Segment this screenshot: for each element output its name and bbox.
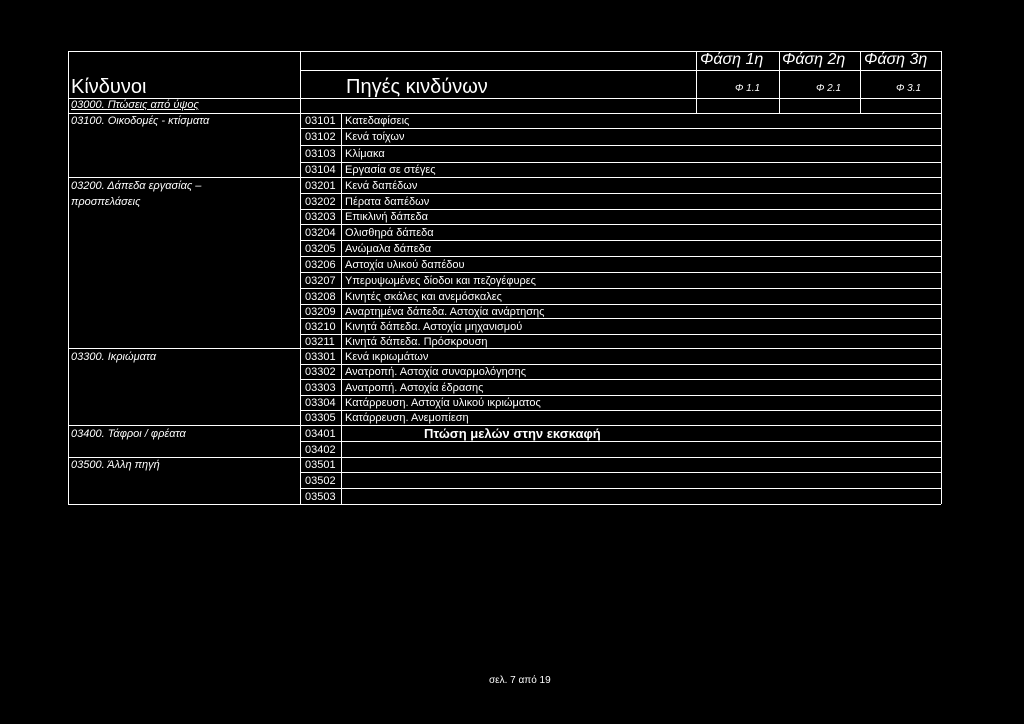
phase-3-sub: Φ 3.1 [896,83,922,94]
row-code: 03201 [305,180,336,192]
grid-line [300,410,941,411]
grid-line [300,145,941,146]
grid-line [300,472,941,473]
row-source: Υπερυψωμένες δίοδοι και πεζογέφυρες [345,275,536,287]
grid-line [300,240,941,241]
row-code: 03102 [305,131,336,143]
grid-line [300,488,941,489]
grid-line [300,334,941,335]
group-label: 03200. Δάπεδα εργασίας – [71,180,202,192]
row-source: Κατάρρευση. Αστοχία υλικού ικριώματος [345,397,541,409]
row-code: 03202 [305,196,336,208]
group-label: 03500. Άλλη πηγή [71,459,160,471]
row-code: 03203 [305,211,336,223]
row-source: Κατάρρευση. Ανεμοπίεση [345,412,469,424]
group-label: 03400. Τάφροι / φρέατα [71,428,186,440]
row-code: 03301 [305,351,336,363]
grid-line [300,256,941,257]
row-code: 03204 [305,227,336,239]
grid-line [300,224,941,225]
row-code: 03209 [305,306,336,318]
row-code: 03101 [305,115,336,127]
group-label: προσπελάσεις [71,196,141,208]
grid-line [300,51,301,504]
phase-2-title: Φάση 2η [782,51,846,68]
row-source: Κενά ικριωμάτων [345,351,429,363]
row-source: Κλίμακα [345,148,385,160]
sources-header: Πηγές κινδύνων [346,76,488,98]
grid-line [341,113,342,504]
phase-2-sub: Φ 2.1 [816,83,842,94]
grid-line [68,348,941,349]
row-code: 03401 [305,428,336,440]
row-code: 03208 [305,291,336,303]
grid-line [300,193,941,194]
row-code: 03503 [305,491,336,503]
row-source: Αστοχία υλικού δαπέδου [345,259,465,271]
grid-line [941,51,942,504]
row-source: Ολισθηρά δάπεδα [345,227,434,239]
row-code: 03304 [305,397,336,409]
category-label: 03000. Πτώσεις από ύψος [71,99,199,111]
row-code: 03502 [305,475,336,487]
row-source: Ανώμαλα δάπεδα [345,243,432,255]
risks-header: Κίνδυνοι [71,76,147,98]
grid-line [300,379,941,380]
row-code: 03211 [305,336,335,348]
row-source: Ανατροπή. Αστοχία συναρμολόγησης [345,366,526,378]
grid-line [300,209,941,210]
grid-line [300,128,941,129]
row-source: Εργασία σε στέγες [345,164,436,176]
grid-line [68,51,69,504]
grid-line [68,504,941,505]
grid-line [300,395,941,396]
note-03401: Πτώση μελών στην εκσκαφή [424,426,601,441]
row-source: Κενά τοίχων [345,131,405,143]
group-label: 03100. Οικοδομές - κτίσματα [71,115,210,127]
grid-line [68,457,941,458]
row-code: 03402 [305,444,336,456]
grid-line [860,51,861,113]
row-code: 03103 [305,148,336,160]
group-label: 03300. Ικριώματα [71,351,157,363]
row-code: 03501 [305,459,336,471]
row-code: 03210 [305,321,336,333]
grid-line [68,113,941,114]
grid-line [300,272,941,273]
row-source: Κινητές σκάλες και ανεμόσκαλες [345,291,502,303]
row-source: Πέρατα δαπέδων [345,196,430,208]
row-source: Κινητά δάπεδα. Πρόσκρουση [345,336,488,348]
grid-line [300,441,941,442]
phase-1-title: Φάση 1η [700,51,764,68]
row-code: 03302 [305,366,336,378]
row-code: 03206 [305,259,336,271]
grid-line [300,304,941,305]
grid-line [300,288,941,289]
grid-line [300,364,941,365]
row-source: Επικλινή δάπεδα [345,211,428,223]
phase-3-title: Φάση 3η [864,51,928,68]
grid-line [696,51,697,113]
grid-line [779,51,780,113]
grid-line [68,177,941,178]
page-number: σελ. 7 από 19 [489,675,551,686]
phase-1-sub: Φ 1.1 [735,83,761,94]
row-code: 03303 [305,382,336,394]
grid-line [300,70,941,71]
row-source: Ανατροπή. Αστοχία έδρασης [345,382,484,394]
row-source: Κατεδαφίσεις [345,115,410,127]
row-code: 03104 [305,164,336,176]
grid-line [300,162,941,163]
row-code: 03305 [305,412,336,424]
grid-line [300,318,941,319]
row-source: Αναρτημένα δάπεδα. Αστοχία ανάρτησης [345,306,545,318]
row-source: Κινητά δάπεδα. Αστοχία μηχανισμού [345,321,523,333]
row-source: Κενά δαπέδων [345,180,418,192]
row-code: 03205 [305,243,336,255]
row-code: 03207 [305,275,336,287]
